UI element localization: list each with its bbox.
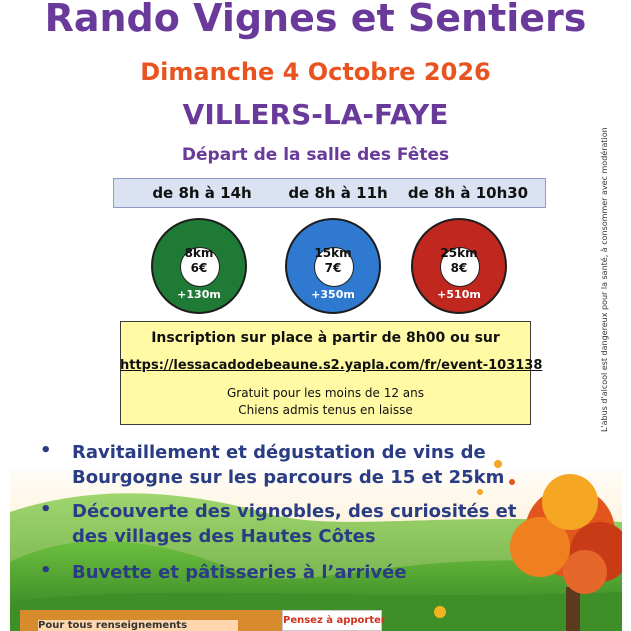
bullet-text: Buvette et pâtisseries à l’arrivée — [72, 562, 407, 583]
bullet-text — [72, 440, 504, 490]
departure-location: Départ de la salle des Fêtes — [181, 145, 450, 165]
route-price: 8€ — [450, 261, 468, 275]
time-route-1: de 8h à 14h — [152, 184, 252, 202]
route-elevation: +130m — [177, 288, 221, 301]
event-title: Rando Vignes et Sentiers — [44, 0, 587, 40]
dogs-note: Chiens admis tenus en laisse — [238, 403, 413, 417]
route-distance: 15km — [314, 246, 352, 260]
event-town: VILLERS-LA-FAYE — [182, 98, 449, 131]
bullet-dot-icon: • — [40, 560, 52, 581]
route-distance-price — [287, 246, 379, 276]
route-badge-15km — [285, 218, 381, 314]
bullet-text — [72, 499, 516, 549]
registration-link[interactable]: https://lessacadodebeaune.s2.yapla.com/fr/event-103138 — [120, 358, 543, 373]
time-route-3: de 8h à 10h30 — [407, 184, 529, 202]
bullet-dot-icon: • — [40, 499, 52, 520]
route-distance-price — [153, 246, 245, 276]
alcohol-warning: L'abus d'alcool est dangereux pour la santé, à consommer avec modération — [600, 127, 609, 432]
event-date: Dimanche 4 Octobre 2026 — [140, 58, 491, 86]
route-elevation: +350m — [311, 288, 355, 301]
bullet-line: Ravitaillement et dégustation de vins de — [72, 442, 486, 463]
info-label: Pour tous renseignements — [38, 620, 238, 631]
route-badge-8km — [151, 218, 247, 314]
route-distance: 25km — [440, 246, 478, 260]
route-price: 7€ — [324, 261, 342, 275]
route-distance-price — [413, 246, 505, 276]
bring-label: Pensez à apporter — [282, 610, 382, 631]
bullet-dot-icon: • — [40, 440, 52, 461]
route-elevation: +510m — [437, 288, 481, 301]
bullet-line: des villages des Hautes Côtes — [72, 526, 376, 547]
route-distance: 8km — [184, 246, 214, 260]
time-route-2: de 8h à 11h — [288, 184, 388, 202]
route-badge-25km — [411, 218, 507, 314]
registration-text: Inscription sur place à partir de 8h00 ou sur — [151, 330, 500, 346]
bullet-line: Bourgogne sur les parcours de 15 et 25km — [72, 467, 505, 488]
route-price: 6€ — [190, 261, 208, 275]
bullet-line: Découverte des vignobles, des curiosités et — [72, 501, 517, 522]
free-under-12-note: Gratuit pour les moins de 12 ans — [227, 386, 424, 400]
